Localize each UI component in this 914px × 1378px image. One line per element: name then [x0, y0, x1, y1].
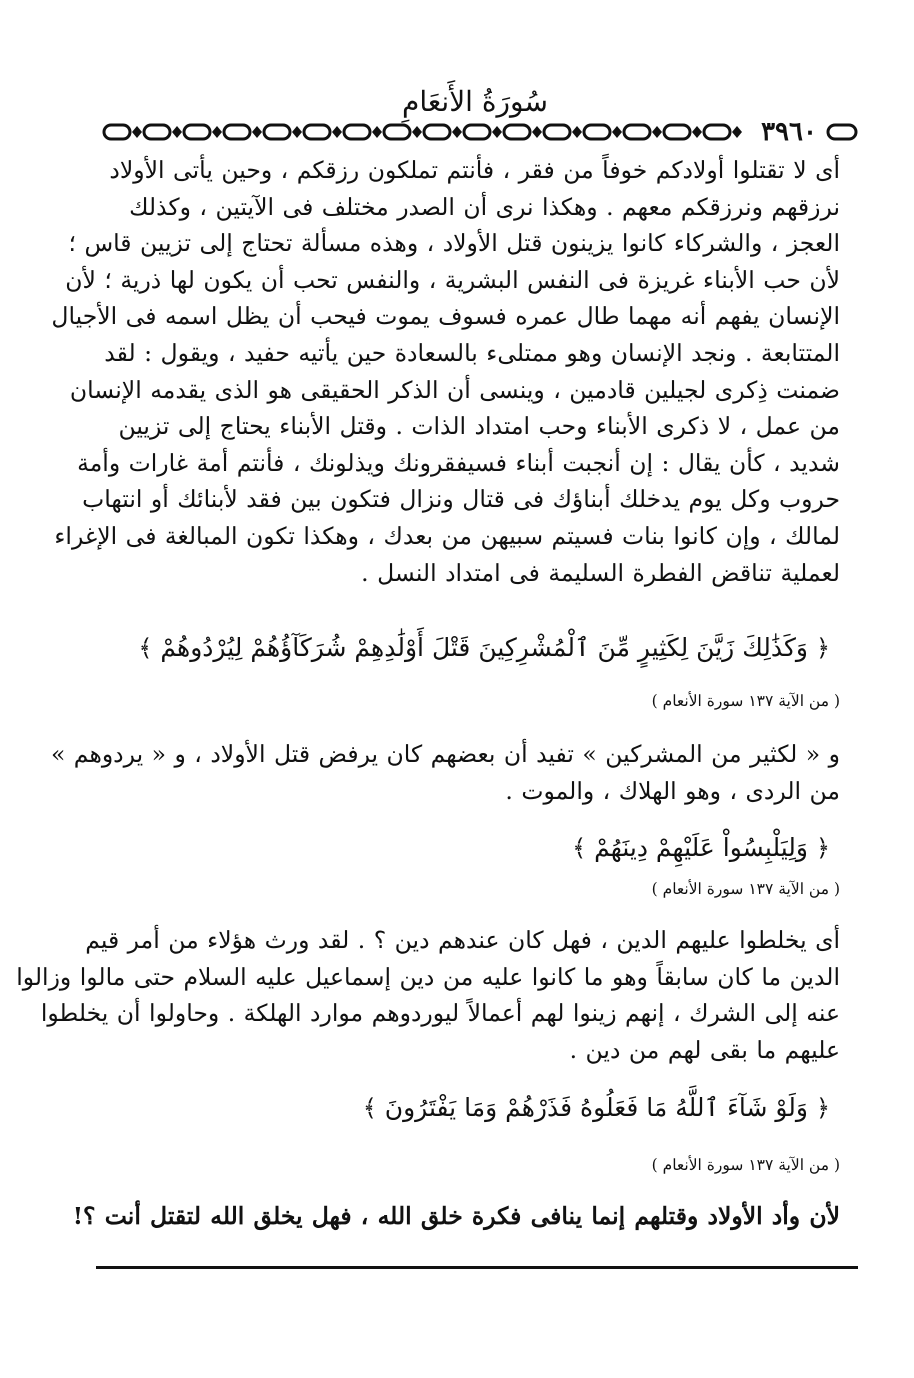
verse-close-bracket: ﴾: [138, 634, 153, 662]
verse-open-bracket: ﴿: [815, 634, 830, 662]
text-line: حروب وكل يوم يدخلك أبناؤك فى قتال ونزال فتكون بين فقد لأبنائك أو انتهاب: [82, 485, 840, 514]
verse-text: وَلَوْ شَآءَ ٱللَّهُ مَا فَعَلُوهُ فَذَرْهُمْ وَمَا يَفْتَرُونَ: [384, 1093, 808, 1122]
text-line: من الردى ، وهو الهلاك ، والموت .: [505, 776, 840, 805]
text-line: عليهم ما بقى لهم من دين .: [569, 1035, 840, 1064]
verse-reference: ( من الآية ١٣٧ سورة الأنعام ): [651, 880, 840, 898]
verse-reference: ( من الآية ١٣٧ سورة الأنعام ): [651, 692, 840, 710]
text-line: لأن وأد الأولاد وقتلهم إنما ينافى فكرة خلق الله ، فهل يخلق الله لتقتل أنت ؟!: [72, 1202, 840, 1230]
verse-open-bracket: ﴿: [815, 834, 830, 862]
paragraph-3: [16, 922, 840, 1068]
quran-verse-3: [200, 1088, 830, 1128]
verse-reference: ( من الآية ١٣٧ سورة الأنعام ): [651, 1156, 840, 1174]
text-line: و « لكثير من المشركين » تفيد أن بعضهم كان يرفض قتل الأولاد ، و « يردوهم »: [50, 740, 840, 768]
text-line: أى يخلطوا عليهم الدين ، فهل كان عندهم دين ؟ . لقد ورث هؤلاء من أمر قيم: [85, 926, 840, 954]
text-line: المتتابعة . ونجد الإنسان وهو ممتلىء بالسعادة حين يأتيه حفيد ، ويقول : لقد: [104, 338, 840, 367]
text-line: أى لا تقتلوا أولادكم خوفاً من فقر ، فأنتم تملكون رزقكم ، وحين يأتى الأولاد: [109, 156, 840, 184]
text-line: نرزقهم ونرزقكم معهم . وهكذا نرى أن الصدر مختلف فى الآيتين ، وكذلك: [129, 192, 840, 221]
text-line: الدين ما كان سابقاً وهو ما كانوا عليه من دين إسماعيل عليه السلام حتى مالوا وزالوا: [16, 962, 840, 991]
text-line: ضمنت ذِكرى لجيلين قادمين ، وينسى أن الذكر الحقيقى هو الذى يقدمه الإنسان: [69, 375, 840, 404]
verse-close-bracket: ﴾: [572, 834, 587, 862]
bottom-rule: [96, 1266, 858, 1269]
text-line: لمالك ، وإن كانوا بنات فسيتم سبيهن من بعدك ، وهكذا تكون المبالغة فى الإغراء: [54, 521, 840, 550]
text-line: من عمل ، لا ذكرى الأبناء وحب امتداد الذات . وقتل الأبناء يحتاج إلى تزيين: [118, 412, 840, 441]
page-number: ٣٩٦٠: [754, 118, 824, 146]
paragraph-4: [72, 1198, 840, 1235]
quran-verse-1: [138, 628, 830, 668]
text-line: الإنسان يفهم أنه مهما طال عمره فسوف يموت فيحب أن يظل اسمه فى الأجيال: [51, 302, 840, 331]
verse-open-bracket: ﴿: [815, 1094, 830, 1122]
surah-title: سُورَةُ الأَنعَامِ: [402, 85, 548, 118]
text-line: لعملية تناقض الفطرة السليمة فى امتداد النسل .: [361, 558, 840, 587]
verse-text: وَلِيَلْبِسُواْ عَلَيْهِمْ دِينَهُمْ: [594, 833, 808, 862]
text-line: شديد ، كأن يقال : إن أنجبت أبناء فسيفقرونك ويذلونك ، فأنتم أمة غارات وأمة: [77, 448, 840, 477]
verse-close-bracket: ﴾: [362, 1094, 377, 1122]
text-line: عنه إلى الشرك ، إنهم زينوا لهم أعمالاً ليوردوهم موارد الهلكة . وحاولوا أن يخلطوا: [40, 999, 840, 1028]
paragraph-2: [50, 736, 840, 809]
verse-text: وَكَذَٰلِكَ زَيَّنَ لِكَثِيرٍ مِّنَ ٱلْمُشْرِكِينَ قَتْلَ أَوْلَٰدِهِمْ شُرَكَآؤُهُمْ لِيُرْدُوهُمْ: [160, 633, 808, 662]
quran-verse-2: [200, 828, 830, 868]
text-line: العجز ، والشركاء كانوا يزينون قتل الأولاد ، وهذه مسألة تحتاج إلى تزيين قاس ؛: [68, 229, 840, 258]
paragraph-1: [51, 152, 840, 591]
text-line: لأن حب الأبناء غريزة فى النفس البشرية ، والنفس تحب أن يكون لها ذرية ؛ لأن: [65, 265, 840, 294]
ornamental-border: [100, 120, 860, 144]
